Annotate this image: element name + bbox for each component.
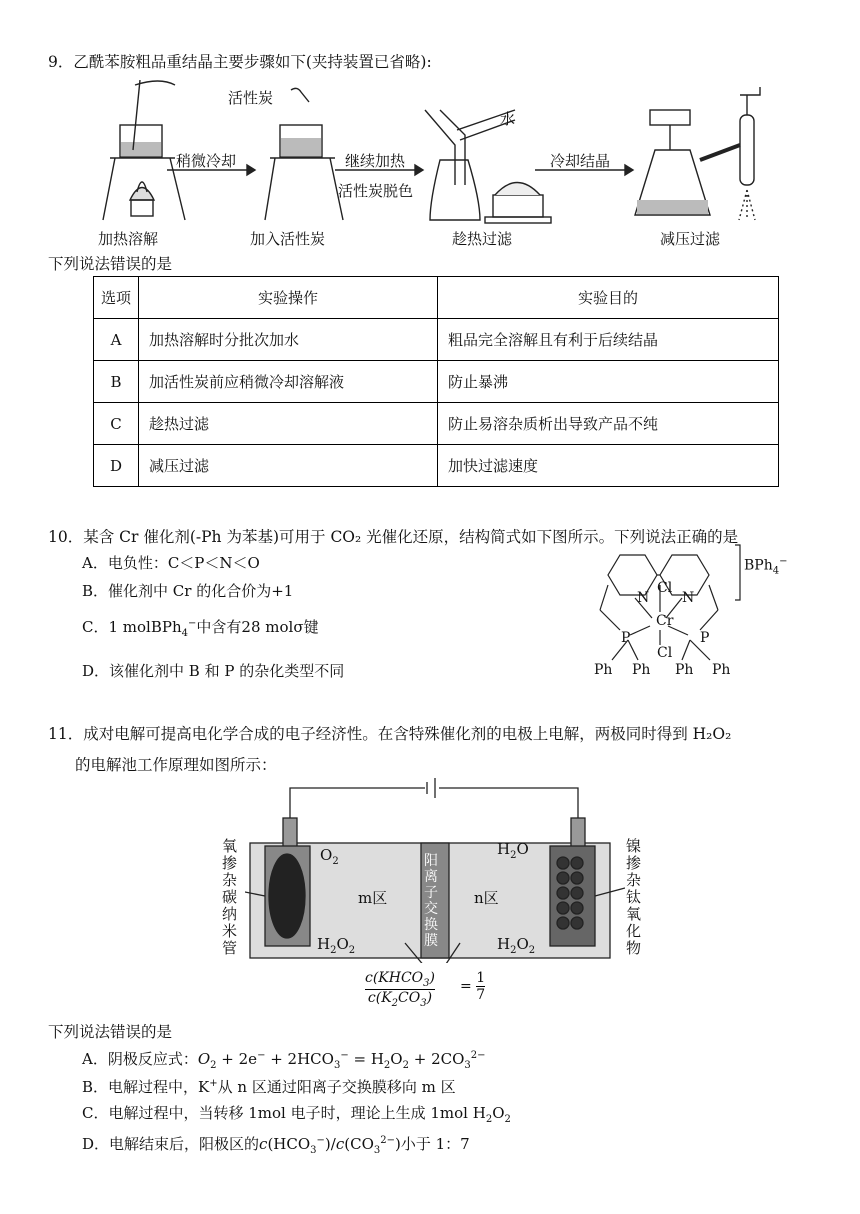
ph-3: Ph (675, 662, 694, 678)
row-purpose: 防止易溶杂质析出导致产品不纯 (438, 403, 779, 445)
q11-stem-line1: 11．成对电解可提高电化学合成的电子经济性。在含特殊催化剂的电极上电解，两极同时得到 H₂O₂ (48, 725, 732, 743)
row-purpose: 加快过滤速度 (438, 445, 779, 487)
row-operation: 减压过滤 (139, 445, 438, 487)
row-option: A (94, 319, 139, 361)
header-option: 选项 (94, 277, 139, 319)
atom-n-right: N (682, 590, 695, 606)
q10-option-b: B．催化剂中 Cr 的化合价为+1 (82, 582, 294, 600)
q10-stem: 10．某含 Cr 催化剂(-Ph 为苯基)可用于 CO₂ 光催化还原，结构简式如下图所示。下列说法正确的是 (48, 528, 739, 546)
q10-option-c: C．1 molBPh$_4$−中含有28 molσ键 (82, 618, 319, 639)
h2o2-right-label: $H_2O_2$ (497, 935, 536, 956)
q9-options-table (93, 276, 779, 487)
table-row (94, 319, 779, 361)
q11-option-b: B．电解过程中，K+从 n 区通过阳离子交换膜移向 m 区 (82, 1078, 456, 1096)
n-zone-label: n区 (474, 889, 499, 907)
arrow-label-crystallize: 冷却结晶 (550, 152, 611, 170)
row-option: B (94, 361, 139, 403)
arrow-label-continue-heating: 继续加热 (345, 152, 406, 170)
q11-stem-line2: 的电解池工作原理如图所示： (75, 756, 277, 774)
o2-label: $O_2$ (320, 846, 339, 867)
header-purpose: 实验目的 (438, 277, 779, 319)
row-option: D (94, 445, 139, 487)
counter-ion: BPh$_4$− (744, 556, 788, 577)
atom-p-right: P (700, 630, 710, 646)
q10-option-a: A．电负性：C＜P＜N＜O (82, 554, 260, 572)
right-electrode-label: 镍掺杂钛氧化物 (626, 837, 642, 957)
arrow-label-decolorize: 活性炭脱色 (338, 182, 414, 200)
left-electrode-label: 氧掺杂碳纳米管 (222, 837, 238, 957)
ph-4: Ph (712, 662, 731, 678)
row-operation: 趁热过滤 (139, 403, 438, 445)
m-zone-label: m区 (358, 889, 388, 907)
row-purpose: 粗品完全溶解且有利于后续结晶 (438, 319, 779, 361)
q11-option-a: A．阴极反应式：$O_2 + 2e^- + 2HCO_3^- = H_2O_2 + 2CO_3^{2-}$ (82, 1050, 486, 1071)
table-row (94, 361, 779, 403)
step-label-2: 加入活性炭 (250, 230, 326, 248)
header-operation: 实验操作 (139, 277, 438, 319)
atom-cl-bottom: Cl (657, 645, 673, 661)
atom-n-left: N (637, 590, 650, 606)
ph-2: Ph (632, 662, 651, 678)
q9-prompt: 下列说法错误的是 (48, 255, 173, 273)
atom-p-left: P (621, 630, 631, 646)
h2o2-left-label: $H_2O_2$ (317, 935, 356, 956)
activated-carbon-label: 活性炭 (228, 89, 274, 107)
q11-option-d: D．电解结束后，阳极区的$c(HCO_3^-)/c(CO_3^{2-})$小于 1：7 (82, 1135, 470, 1156)
q9-stem: 9．乙酰苯胺粗品重结晶主要步骤如下(夹持装置已省略): (48, 53, 432, 71)
q10-option-d: D．该催化剂中 B 和 P 的杂化类型不同 (82, 662, 345, 680)
step-label-3: 趁热过滤 (452, 230, 513, 248)
arrow-label-cool-slightly: 稍微冷却 (176, 152, 237, 170)
row-purpose: 防止暴沸 (438, 361, 779, 403)
h2o-label: $H_2O$ (497, 840, 529, 861)
ratio-value: = $\frac{1}{7}$ (460, 970, 486, 1003)
membrane-label: 阳离子交换膜 (424, 853, 438, 949)
table-row (94, 445, 779, 487)
concentration-ratio: $c(KHCO_3)$ $c(K_2CO_3)$ (365, 970, 436, 1009)
ph-1: Ph (594, 662, 613, 678)
step-label-1: 加热溶解 (98, 230, 159, 248)
row-operation: 加活性炭前应稍微冷却溶解液 (139, 361, 438, 403)
water-label: 水 (500, 110, 516, 128)
atom-cr: Cr (656, 613, 674, 629)
table-row (94, 403, 779, 445)
table-header-row (94, 277, 779, 319)
q11-option-c: C．电解过程中，当转移 1mol 电子时，理论上生成 1mol $H_2O_2$ (82, 1104, 511, 1125)
q11-prompt: 下列说法错误的是 (48, 1023, 173, 1041)
step-label-4: 减压过滤 (660, 230, 721, 248)
row-option: C (94, 403, 139, 445)
atom-cl-top: Cl (657, 580, 673, 596)
row-operation: 加热溶解时分批次加水 (139, 319, 438, 361)
